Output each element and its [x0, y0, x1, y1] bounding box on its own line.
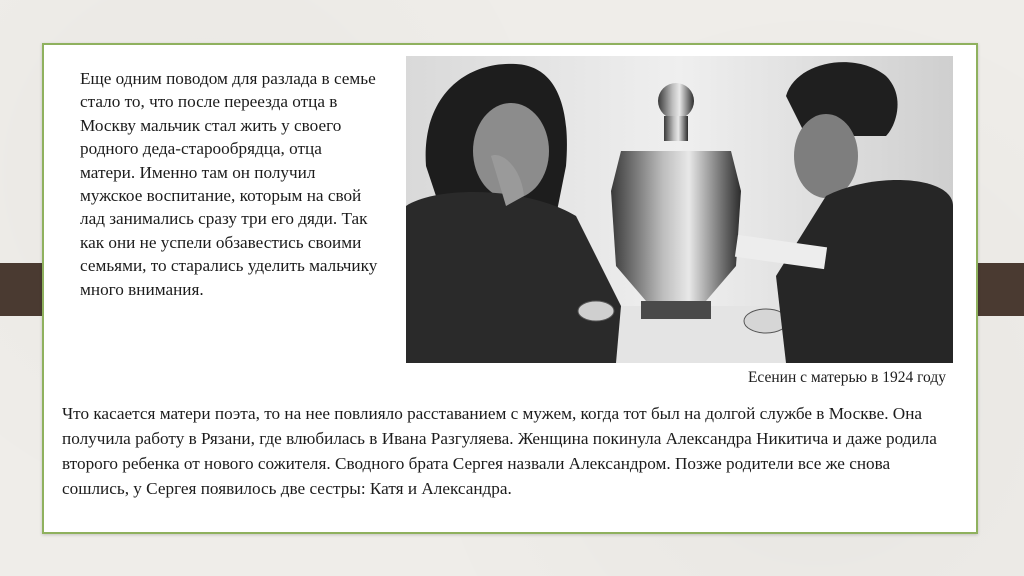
bottom-paragraph: Что касается матери поэта, то на нее повлияло расставанием с мужем, когда тот был на долгой службе в Москве. Она получила работу в Рязани, где влюбилась в Ивана Разгуляева. Женщина покинула Александра Никитича и даже родила второго ребенка от нового сожителя. Сводного брата Сергея назвали Александром. Позже родители все же снова сошлись, у Сергея появилось две сестры: Катя и Александра. [62, 404, 937, 498]
samovar-top [658, 83, 694, 119]
photo-caption: Есенин с матерью в 1924 году [747, 369, 946, 386]
top-paragraph: Еще одним поводом для разлада в семье стало то, что после переезда отца в Москву мальчик стал жить у своего родного деда-старообрядца, отца матери. Именно там он получил мужское воспитание, которым на свой лад занимались сразу три его дяди. Так как они не успели обзавестись своими семьями, то старались уделить мальчику много внимания. [80, 69, 378, 299]
cup [578, 301, 614, 321]
historical-photo [406, 56, 953, 363]
samovar-body [611, 151, 741, 301]
man-face [794, 114, 858, 198]
